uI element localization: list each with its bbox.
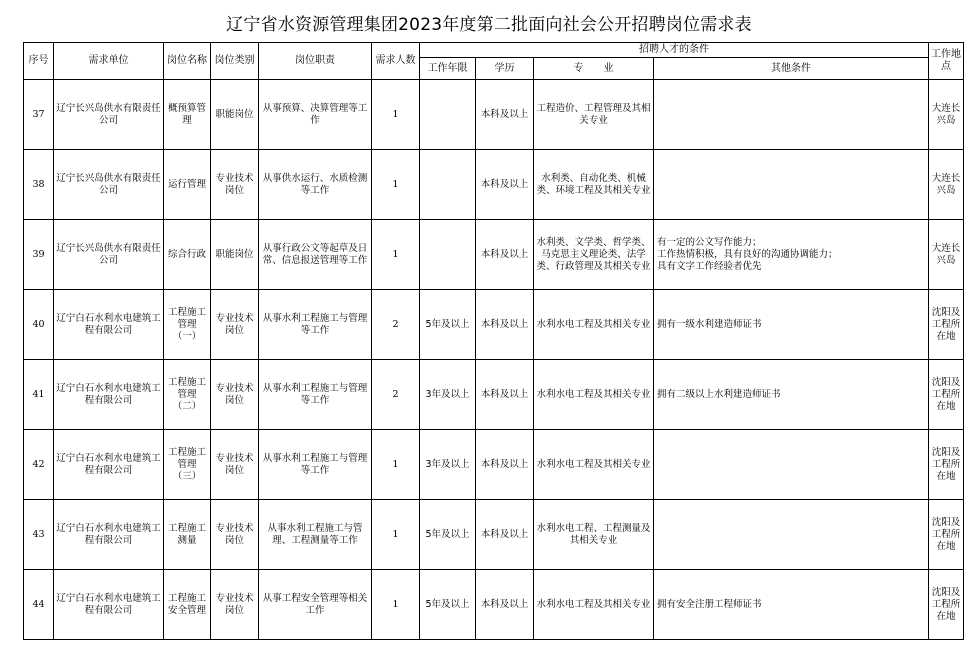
- cell-edu: 本科及以上: [476, 290, 534, 360]
- cell-duty: 从事水利工程施工与管理等工作: [259, 290, 372, 360]
- table-row: [24, 500, 964, 570]
- cell-major: 水利类、文学类、哲学类、马克思主义理论类、法学类、行政管理及其相关专业: [534, 220, 654, 290]
- recruitment-table: [23, 42, 964, 640]
- cell-major: 水利水电工程及其相关专业: [534, 360, 654, 430]
- cell-duty: 从事水利工程施工与管理、工程测量等工作: [259, 500, 372, 570]
- cell-seq: 42: [24, 430, 54, 500]
- cell-edu: 本科及以上: [476, 80, 534, 150]
- cell-location: 大连长兴岛: [929, 150, 964, 220]
- cell-years: [420, 150, 476, 220]
- cell-other: 有一定的公文写作能力； 工作热情积极，具有良好的沟通协调能力； 具有文字工作经验者优先: [654, 220, 929, 290]
- cell-location: 沈阳及工程所在地: [929, 290, 964, 360]
- header-post-type: 岗位类别: [211, 43, 259, 80]
- cell-years: [420, 80, 476, 150]
- cell-edu: 本科及以上: [476, 500, 534, 570]
- cell-post-type: 专业技术岗位: [211, 570, 259, 640]
- cell-edu: 本科及以上: [476, 430, 534, 500]
- cell-edu: 本科及以上: [476, 570, 534, 640]
- header-other: 其他条件: [654, 58, 929, 80]
- cell-post-type: 职能岗位: [211, 220, 259, 290]
- table-row: [24, 290, 964, 360]
- table-row: [24, 150, 964, 220]
- cell-unit: 辽宁白石水利水电建筑工程有限公司: [54, 290, 164, 360]
- cell-location: 沈阳及工程所在地: [929, 570, 964, 640]
- cell-location: 大连长兴岛: [929, 220, 964, 290]
- cell-post-name: 运行管理: [164, 150, 211, 220]
- table-row: [24, 570, 964, 640]
- cell-post-type: 专业技术岗位: [211, 500, 259, 570]
- table-row: [24, 430, 964, 500]
- header-years: 工作年限: [420, 58, 476, 80]
- cell-years: 3年及以上: [420, 430, 476, 500]
- cell-location: 沈阳及工程所在地: [929, 360, 964, 430]
- cell-post-name: 概预算管理: [164, 80, 211, 150]
- cell-count: 1: [372, 500, 420, 570]
- cell-post-name: 工程施工管理（一）: [164, 290, 211, 360]
- cell-other: [654, 150, 929, 220]
- cell-unit: 辽宁长兴岛供水有限责任公司: [54, 220, 164, 290]
- cell-seq: 40: [24, 290, 54, 360]
- cell-duty: 从事水利工程施工与管理等工作: [259, 360, 372, 430]
- cell-post-type: 专业技术岗位: [211, 430, 259, 500]
- cell-duty: 从事工程安全管理等相关工作: [259, 570, 372, 640]
- cell-years: 3年及以上: [420, 360, 476, 430]
- cell-count: 2: [372, 290, 420, 360]
- cell-edu: 本科及以上: [476, 220, 534, 290]
- cell-edu: 本科及以上: [476, 360, 534, 430]
- cell-post-type: 专业技术岗位: [211, 290, 259, 360]
- cell-seq: 39: [24, 220, 54, 290]
- cell-count: 2: [372, 360, 420, 430]
- cell-years: 5年及以上: [420, 290, 476, 360]
- cell-location: 沈阳及工程所在地: [929, 430, 964, 500]
- cell-seq: 44: [24, 570, 54, 640]
- header-count: 需求人数: [372, 43, 420, 80]
- cell-duty: 从事水利工程施工与管理等工作: [259, 430, 372, 500]
- cell-major: 水利水电工程及其相关专业: [534, 290, 654, 360]
- cell-major: 水利类、自动化类、机械类、环境工程及其相关专业: [534, 150, 654, 220]
- header-major: 专 业: [534, 58, 654, 80]
- header-location: 工作地点: [929, 43, 964, 80]
- header-post-name: 岗位名称: [164, 43, 211, 80]
- cell-duty: 从事供水运行、水质检测等工作: [259, 150, 372, 220]
- cell-years: 5年及以上: [420, 500, 476, 570]
- header-duty: 岗位职责: [259, 43, 372, 80]
- cell-other: [654, 430, 929, 500]
- cell-major: 工程造价、工程管理及其相关专业: [534, 80, 654, 150]
- cell-other: 拥有二级以上水利建造师证书: [654, 360, 929, 430]
- cell-unit: 辽宁长兴岛供水有限责任公司: [54, 150, 164, 220]
- cell-post-type: 专业技术岗位: [211, 360, 259, 430]
- cell-duty: 从事行政公文等起草及日常、信息报送管理等工作: [259, 220, 372, 290]
- cell-other: 拥有安全注册工程师证书: [654, 570, 929, 640]
- cell-major: 水利水电工程及其相关专业: [534, 570, 654, 640]
- cell-years: 5年及以上: [420, 570, 476, 640]
- cell-location: 沈阳及工程所在地: [929, 500, 964, 570]
- cell-seq: 41: [24, 360, 54, 430]
- cell-other: [654, 80, 929, 150]
- cell-post-name: 综合行政: [164, 220, 211, 290]
- cell-unit: 辽宁白石水利水电建筑工程有限公司: [54, 570, 164, 640]
- header-unit: 需求单位: [54, 43, 164, 80]
- cell-post-type: 专业技术岗位: [211, 150, 259, 220]
- cell-major: 水利水电工程、工程测量及其相关专业: [534, 500, 654, 570]
- table-row: [24, 360, 964, 430]
- cell-post-name: 工程施工管理（三）: [164, 430, 211, 500]
- cell-post-name: 工程施工安全管理: [164, 570, 211, 640]
- cell-unit: 辽宁长兴岛供水有限责任公司: [54, 80, 164, 150]
- cell-duty: 从事预算、决算管理等工作: [259, 80, 372, 150]
- cell-post-type: 职能岗位: [211, 80, 259, 150]
- cell-seq: 37: [24, 80, 54, 150]
- cell-post-name: 工程施工管理（二）: [164, 360, 211, 430]
- table-row: [24, 80, 964, 150]
- page-title: 辽宁省水资源管理集团2023年度第二批面向社会公开招聘岗位需求表: [226, 15, 752, 35]
- cell-unit: 辽宁白石水利水电建筑工程有限公司: [54, 500, 164, 570]
- cell-unit: 辽宁白石水利水电建筑工程有限公司: [54, 430, 164, 500]
- cell-major: 水利水电工程及其相关专业: [534, 430, 654, 500]
- cell-years: [420, 220, 476, 290]
- table-row: [24, 220, 964, 290]
- cell-seq: 38: [24, 150, 54, 220]
- cell-count: 1: [372, 430, 420, 500]
- header-seq: 序号: [24, 43, 54, 80]
- cell-count: 1: [372, 80, 420, 150]
- cell-edu: 本科及以上: [476, 150, 534, 220]
- cell-count: 1: [372, 570, 420, 640]
- cell-unit: 辽宁白石水利水电建筑工程有限公司: [54, 360, 164, 430]
- cell-other: 拥有一级水利建造师证书: [654, 290, 929, 360]
- cell-location: 大连长兴岛: [929, 80, 964, 150]
- cell-count: 1: [372, 220, 420, 290]
- cell-other: [654, 500, 929, 570]
- header-conditions: 招聘人才的条件: [420, 43, 929, 58]
- cell-seq: 43: [24, 500, 54, 570]
- cell-count: 1: [372, 150, 420, 220]
- header-edu: 学历: [476, 58, 534, 80]
- cell-post-name: 工程施工测量: [164, 500, 211, 570]
